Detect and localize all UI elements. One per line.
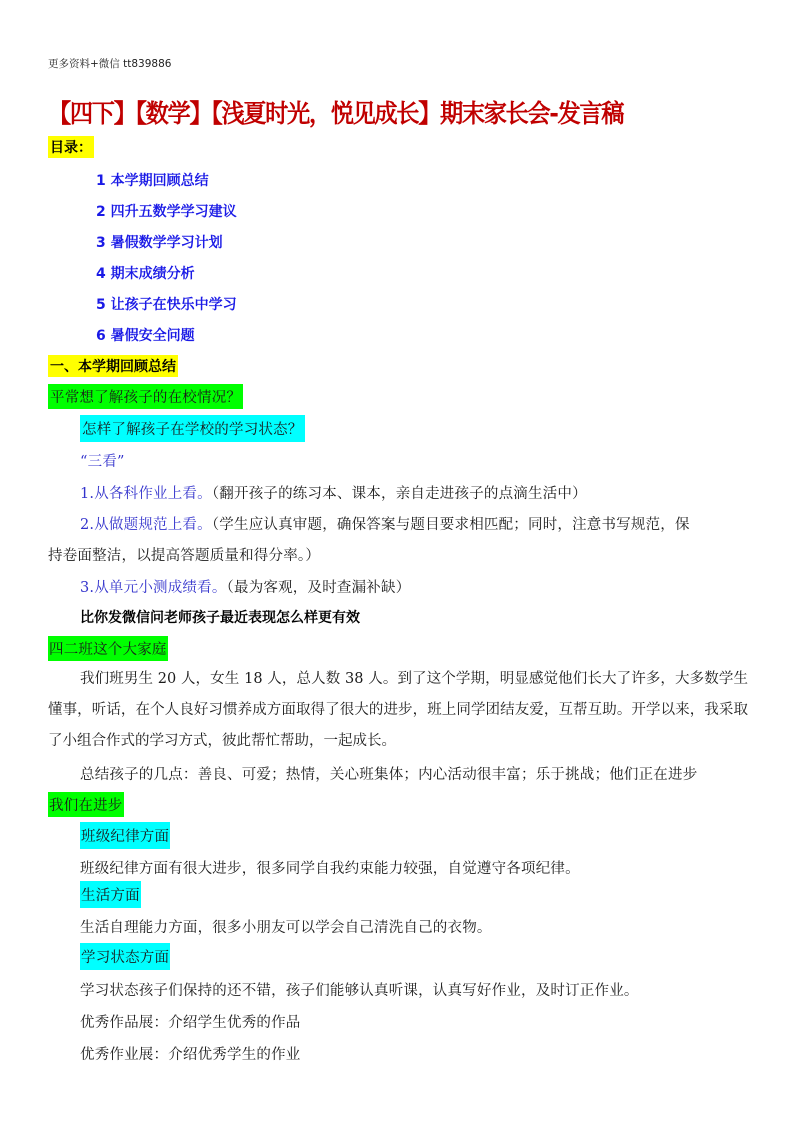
study-heading: 学习状态方面 bbox=[80, 943, 170, 970]
summary-paragraph: 总结孩子的几点：善良、可爱；热情，关心班集体；内心活动很丰富；乐于挑战；他们正在进步 bbox=[80, 767, 698, 783]
look-detail: （最为客观，及时查漏补缺） bbox=[226, 580, 411, 596]
page-title: 【四下】【数学】【浅夏时光，悦见成长】期末家长会-发言稿 bbox=[48, 99, 624, 128]
life-heading: 生活方面 bbox=[80, 881, 141, 908]
homework-show: 优秀作业展：介绍优秀学生的作业 bbox=[80, 1047, 301, 1063]
wechat-note: 比你发微信问老师孩子最近表现怎么样更有效 bbox=[80, 610, 360, 626]
toc-item[interactable]: 1 本学期回顾总结 bbox=[96, 173, 209, 189]
discipline-heading: 班级纪律方面 bbox=[80, 822, 170, 849]
discipline-text: 班级纪律方面有很大进步，很多同学自我约束能力较强，自觉遵守各项纪律。 bbox=[80, 861, 580, 877]
look-item-1 bbox=[80, 482, 587, 503]
works-show: 优秀作品展：介绍学生优秀的作品 bbox=[80, 1015, 301, 1031]
look-lead: 3.从单元小测成绩看。 bbox=[80, 580, 227, 596]
toc-item[interactable]: 2 四升五数学学习建议 bbox=[96, 204, 237, 220]
look-item-3 bbox=[80, 576, 410, 597]
class-heading: 四二班这个大家庭 bbox=[48, 636, 168, 661]
look-detail: （翻开孩子的练习本、课本，亲自走进孩子的点滴生活中） bbox=[211, 486, 587, 502]
look-item-2 bbox=[80, 513, 690, 534]
toc-label: 目录： bbox=[48, 136, 94, 158]
toc-item[interactable]: 5 让孩子在快乐中学习 bbox=[96, 297, 237, 313]
progress-heading: 我们在进步 bbox=[48, 792, 124, 817]
section-heading: 一、本学期回顾总结 bbox=[48, 355, 178, 377]
look-detail: （学生应认真审题，确保答案与题目要求相匹配；同时，注意书写规范，保 bbox=[211, 517, 690, 533]
life-text: 生活自理能力方面，很多小朋友可以学会自己清洗自己的衣物。 bbox=[80, 920, 492, 936]
look-item-2-cont: 持卷面整洁，以提高答题质量和得分率。） bbox=[48, 548, 321, 564]
toc-item[interactable]: 6 暑假安全问题 bbox=[96, 328, 195, 344]
look-lead: 1.从各科作业上看。 bbox=[80, 486, 212, 502]
toc-item[interactable]: 4 期末成绩分析 bbox=[96, 266, 195, 282]
highlight-question: 平常想了解孩子的在校情况？ bbox=[48, 384, 243, 409]
highlight-question: 怎样了解孩子在学校的学习状态？ bbox=[80, 415, 305, 442]
class-paragraph: 我们班男生 20 人，女生 18 人，总人数 38 人。到了这个学期，明显感觉他们长大了许多，大多数学生懂事，听话，在个人良好习惯养成方面取得了很大的进步，班上同学团结友爱，互帮互助。开学以来，我采取了小组合作式的学习方式，彼此帮忙帮助，一起成长。 bbox=[48, 671, 748, 749]
study-text: 学习状态孩子们保持的还不错，孩子们能够认真听课，认真写好作业，及时订正作业。 bbox=[80, 983, 639, 999]
toc-item[interactable]: 3 暑假数学学习计划 bbox=[96, 235, 223, 251]
header-note: 更多资料+微信 tt839886 bbox=[48, 58, 172, 70]
three-looks-label: “三看” bbox=[80, 454, 125, 470]
look-lead: 2.从做题规范上看。 bbox=[80, 517, 212, 533]
